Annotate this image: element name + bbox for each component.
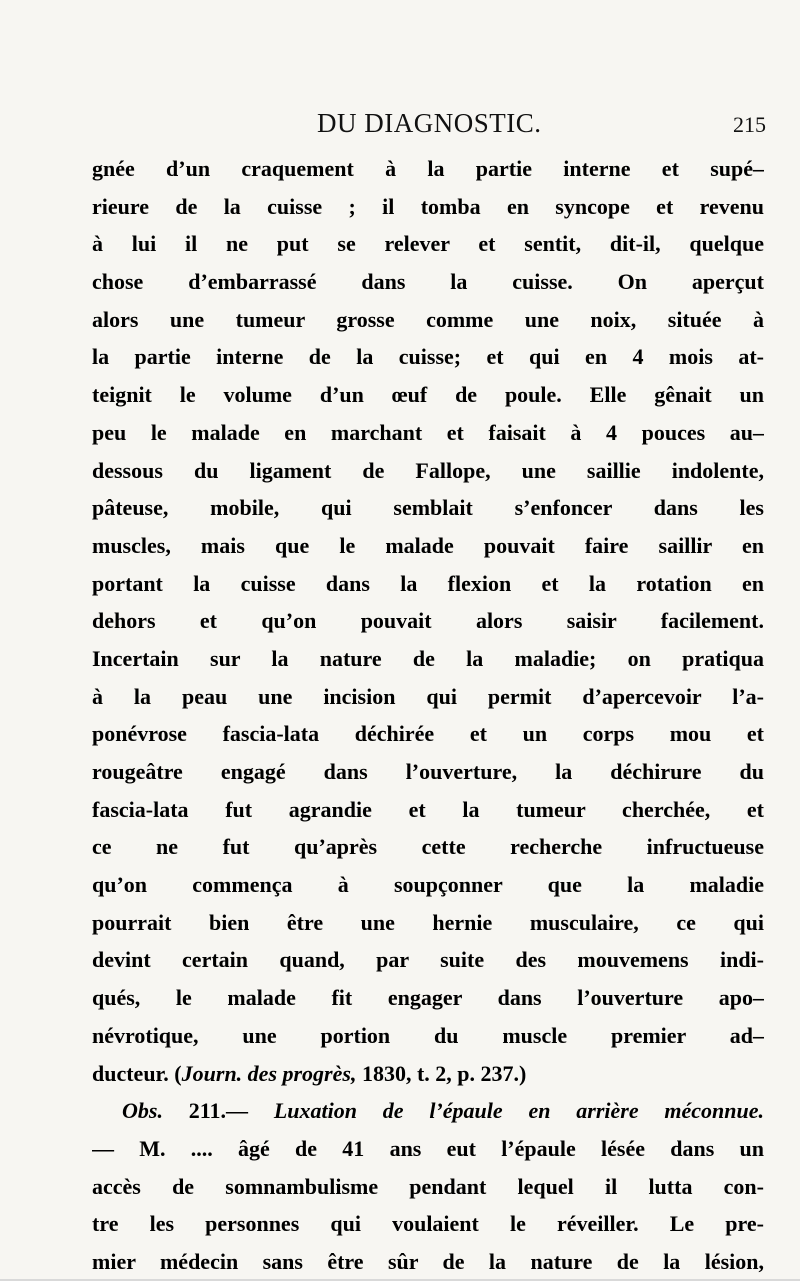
text-line: Incertain sur la nature de la maladie; on pratiqua bbox=[92, 645, 764, 671]
text-line: muscles, mais que le malade pouvait faire saillir en bbox=[92, 532, 764, 558]
text-line: pourrait bien être une hernie musculaire, ce qui bbox=[92, 909, 764, 935]
obs-number: 211.— bbox=[162, 1098, 274, 1124]
text-line: alors une tumeur grosse comme une noix, située à bbox=[92, 306, 764, 332]
journal-title: Journ. des progrès, bbox=[181, 1060, 357, 1086]
text-line: ce ne fut qu’après cette recherche infructueuse bbox=[92, 834, 764, 860]
obs-label: Obs. bbox=[122, 1098, 163, 1124]
text-line: fascia-lata fut agrandie et la tumeur cherchée, et bbox=[92, 796, 764, 822]
obs-title: Luxation de l’épaule en arrière méconnue. bbox=[273, 1098, 764, 1124]
text-line: peu le malade en marchant et faisait à 4 pouces au– bbox=[92, 419, 764, 445]
text-line: accès de somnambulisme pendant lequel il lutta con- bbox=[92, 1173, 764, 1199]
text-line: à lui il ne put se relever et sentit, dit-il, quelque bbox=[92, 231, 764, 257]
text-line: tre les personnes qui voulaient le réveiller. Le pre- bbox=[92, 1211, 764, 1237]
text-line: qu’on commença à soupçonner que la maladie bbox=[92, 872, 764, 898]
text-line: pâteuse, mobile, qui semblait s’enfoncer dans les bbox=[92, 495, 764, 521]
page-number: 215 bbox=[733, 112, 766, 137]
text-line: rougeâtre engagé dans l’ouverture, la déchirure du bbox=[92, 759, 764, 784]
observation-heading bbox=[92, 1092, 764, 1130]
text-line: teignit le volume d’un œuf de poule. Elle gênait un bbox=[92, 382, 764, 408]
citation-pre: ducteur. ( bbox=[92, 1060, 182, 1086]
text-line: rieure de la cuisse ; il tomba en syncope et revenu bbox=[92, 193, 764, 219]
text-line: portant la cuisse dans la flexion et la rotation en bbox=[92, 570, 764, 596]
text-line: ponévrose fascia-lata déchirée et un corps mou et bbox=[92, 721, 764, 747]
text-line: dessous du ligament de Fallope, une saillie indolente, bbox=[92, 457, 764, 483]
text-line: à la peau une incision qui permit d’apercevoir l’a- bbox=[92, 683, 764, 709]
text-line: — M. .... âgé de 41 ans eut l’épaule lésée dans un bbox=[92, 1135, 764, 1161]
text-line: dehors et qu’on pouvait alors saisir facilement. bbox=[92, 608, 764, 634]
text-line: la partie interne de la cuisse; et qui en 4 mois at- bbox=[92, 344, 764, 370]
text-line: qués, le malade fit engager dans l’ouverture apo– bbox=[92, 985, 764, 1011]
text-line: mier médecin sans être sûr de la nature de la lésion, bbox=[92, 1248, 764, 1274]
citation-post: 1830, t. 2, p. 237.) bbox=[356, 1060, 527, 1086]
text-line: chose d’embarrassé dans la cuisse. On aperçut bbox=[92, 269, 764, 295]
citation-line bbox=[92, 1055, 764, 1093]
text-line: gnée d’un craquement à la partie interne et supé– bbox=[92, 156, 764, 181]
text-line: devint certain quand, par suite des mouvemens indi- bbox=[92, 947, 764, 973]
running-title: DU DIAGNOSTIC. bbox=[317, 108, 542, 138]
text-line: névrotique, une portion du muscle premier ad– bbox=[92, 1022, 764, 1048]
body-text bbox=[92, 150, 764, 1281]
